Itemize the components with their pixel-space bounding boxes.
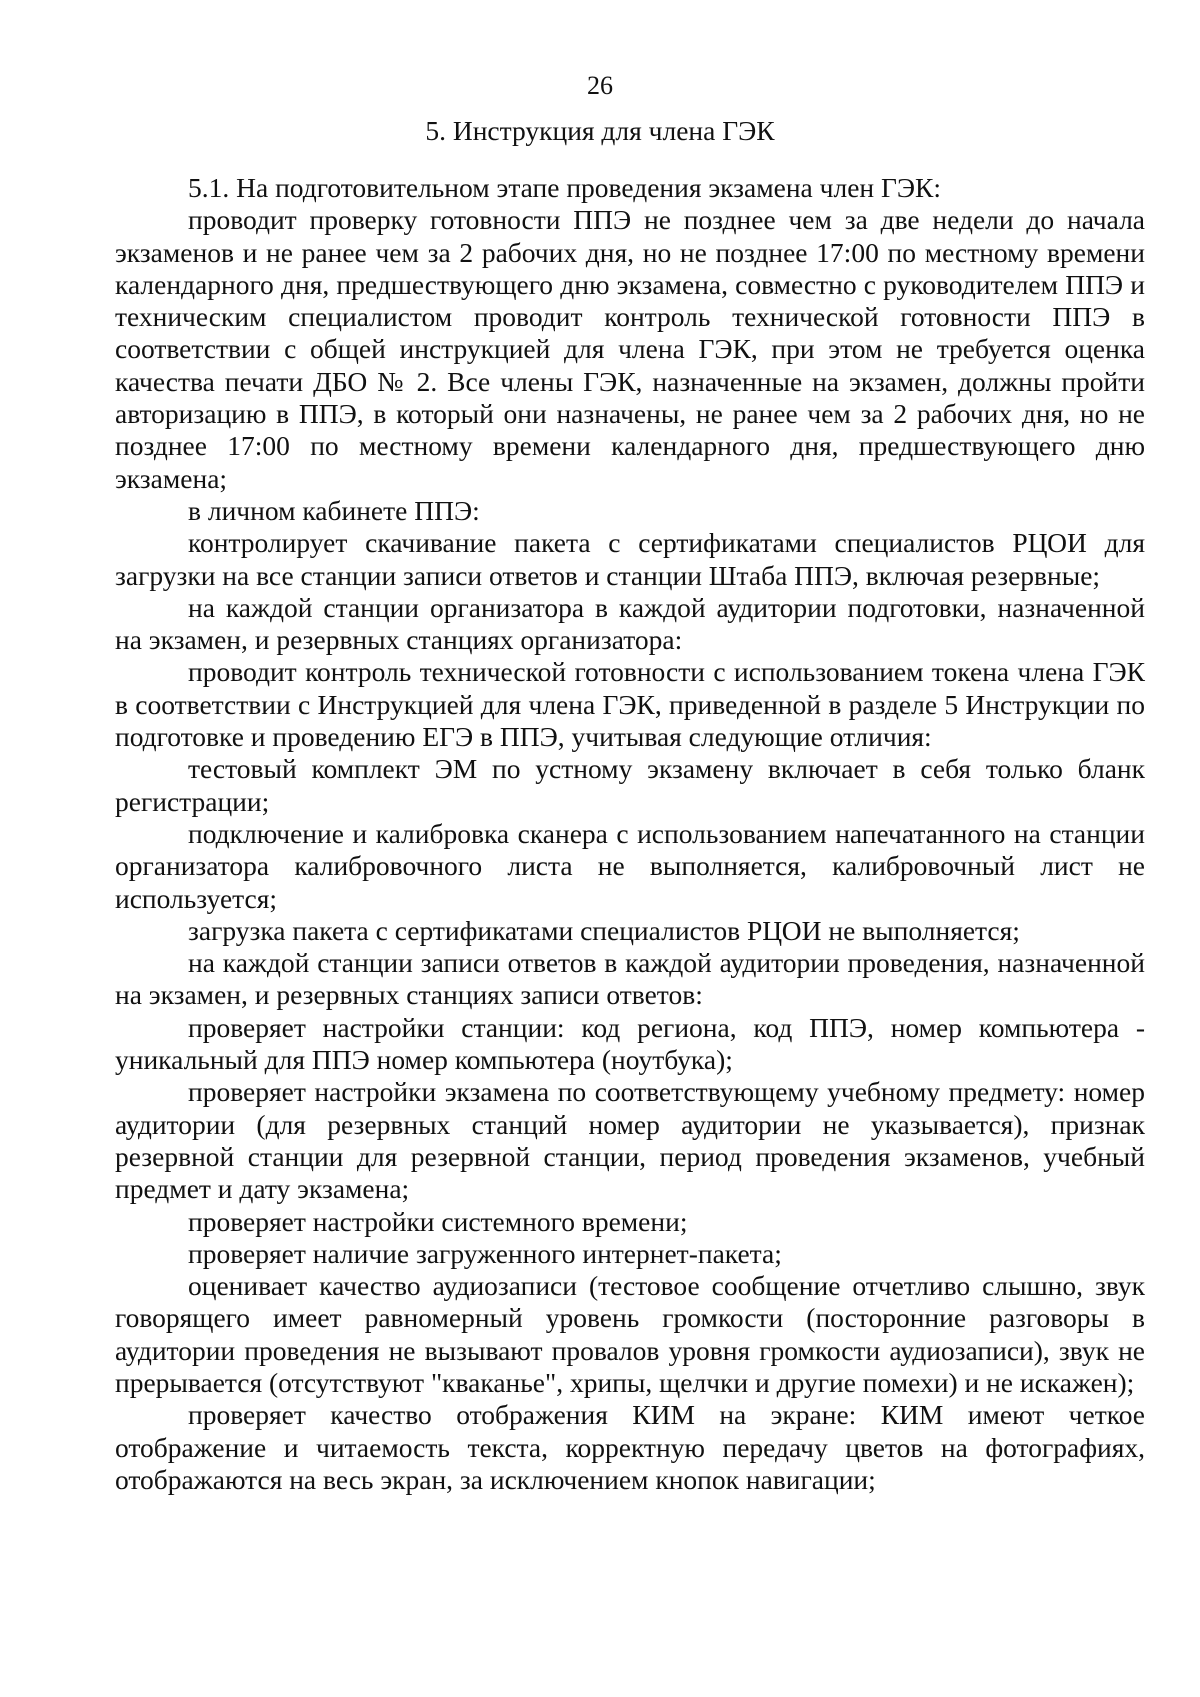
page-number: 26 [587, 71, 613, 100]
paragraph-5-1: 5.1. На подготовительном этапе проведения экзамена член ГЭК: [188, 172, 942, 203]
paragraph-readiness-check: проводит проверку готовности ППЭ не позднее чем за две недели до начала экзаменов и не ранее чем за 2 рабочих дня, но не позднее 17:00 по местному времени календарного дня, предшествующего дню экзамена, совместно с руководителем ППЭ и техническим специалистом проводит контроль технической готовности ППЭ в соответствии с общей инструкцией для члена ГЭК, при этом не требуется оценка качества печати ДБО № 2. Все члены ГЭК, назначенные на экзамен, должны пройти авторизацию в ППЭ, в который они назначены, не ранее чем за 2 рабочих дня, но не позднее 17:00 по местному времени календарного дня, предшествующего дню экзамена; [115, 204, 1145, 494]
paragraph-internet-package: проверяет наличие загруженного интернет-пакета; [188, 1237, 782, 1269]
paragraph-system-time: проверяет настройки системного времени; [188, 1205, 688, 1237]
paragraph-organizer-stations: на каждой станции организатора в каждой аудитории подготовки, назначенной на экзамен, и резервных станциях организатора: [115, 591, 1145, 656]
section-title: 5. Инструкция для члена ГЭК [425, 115, 775, 146]
paragraph-certificates-upload: загрузка пакета с сертификатами специалистов РЦОИ не выполняется; [188, 914, 1020, 946]
document-body [115, 172, 1145, 1496]
paragraph-personal-cabinet: в личном кабинете ППЭ: [188, 494, 480, 526]
paragraph-station-settings: проверяет настройки станции: код региона, код ППЭ, номер компьютера - уникальный для ППЭ номер компьютера (ноутбука); [115, 1011, 1145, 1076]
paragraph-audio-quality: оценивает качество аудиозаписи (тестовое сообщение отчетливо слышно, звук говорящего имеет равномерный уровень громкости (посторонние разговоры в аудитории проведения не вызывают провалов уровня громкости аудиозаписи), звук не прерывается (отсутствуют "кваканье", хрипы, щелчки и другие помехи) и не искажен); [115, 1270, 1145, 1398]
paragraph-test-kit: тестовый комплект ЭМ по устному экзамену включает в себя только бланк регистрации; [115, 753, 1145, 817]
paragraph-exam-settings: проверяет настройки экзамена по соответствующему учебному предмету: номер аудитории (для резервных станций номер аудитории не указывается), признак резервной станции для резервной станции, период проведения экзаменов, учебный предмет и дату экзамена; [115, 1076, 1145, 1205]
paragraph-scanner-calibration: подключение и калибровка сканера с использованием напечатанного на станции организатора калибровочного листа не выполняется, калибровочный лист не используется; [115, 817, 1145, 914]
paragraph-certificates-download: контролирует скачивание пакета с сертификатами специалистов РЦОИ для загрузки на все станции записи ответов и станции Штаба ППЭ, включая резервные; [115, 527, 1145, 591]
paragraph-technical-control: проводит контроль технической готовности с использованием токена члена ГЭК в соответствии с Инструкцией для члена ГЭК, приведенной в разделе 5 Инструкции по подготовке и проведению ЕГЭ в ППЭ, учитывая следующие отличия: [115, 656, 1145, 753]
paragraph-kim-display: проверяет качество отображения КИМ на экране: КИМ имеют четкое отображение и читаемость текста, корректную передачу цветов на фотографиях, отображаются на весь экран, за исключением кнопок навигации; [115, 1399, 1145, 1495]
paragraph-recording-stations: на каждой станции записи ответов в каждой аудитории проведения, назначенной на экзамен, и резервных станциях записи ответов: [115, 947, 1145, 1011]
